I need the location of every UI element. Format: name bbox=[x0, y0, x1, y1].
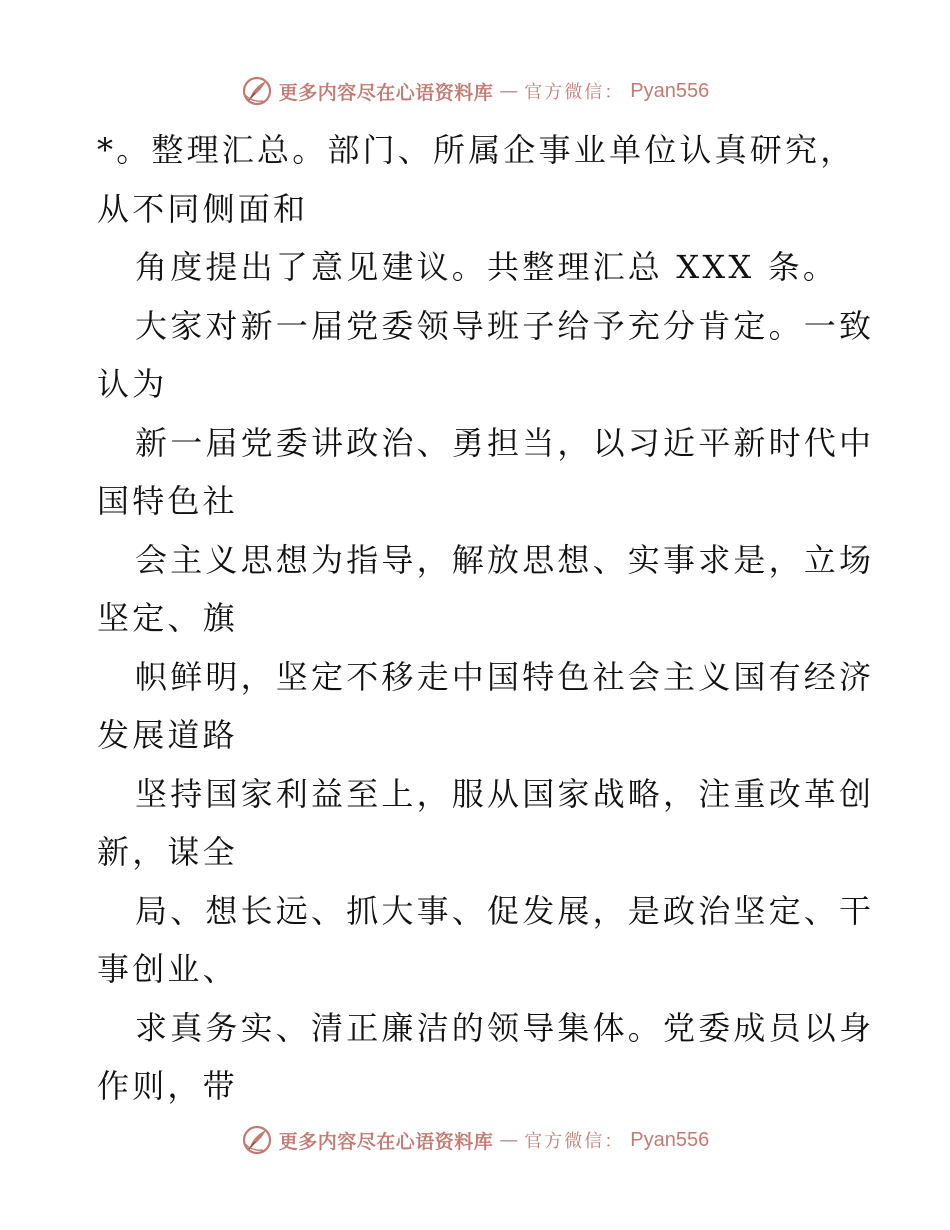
watermark-wechat-id: Pyan556 bbox=[630, 79, 710, 102]
text-line: 坚持国家利益至上，服从国家战略，注重改革创 bbox=[135, 774, 875, 813]
text-line: 发展道路 bbox=[97, 716, 238, 754]
text-line: 新，谋全 bbox=[97, 833, 238, 871]
text-line: 大家对新一届党委领导班子给予充分肯定。一致 bbox=[135, 306, 875, 345]
text-line: 新一届党委讲政治、勇担当，以习近平新时代中 bbox=[135, 423, 875, 462]
text-line: 认为 bbox=[97, 365, 168, 403]
watermark-official-label: 官方微信： bbox=[524, 1131, 625, 1152]
text-line: 会主义思想为指导，解放思想、实事求是，立场 bbox=[135, 540, 875, 579]
watermark-brand: 更多内容尽在心语资料库 bbox=[278, 81, 494, 104]
text-line: 局、想长远、抓大事、促发展，是政治坚定、干 bbox=[135, 891, 875, 930]
watermark-dash: — bbox=[499, 1129, 519, 1151]
text-line: 角度提出了意见建议。共整理汇总 XXX 条。 bbox=[135, 248, 839, 286]
text-line: 坚定、旗 bbox=[97, 599, 238, 637]
watermark-wechat-id: Pyan556 bbox=[630, 1128, 710, 1151]
watermark-brand: 更多内容尽在心语资料库 bbox=[278, 1130, 494, 1153]
text-line: 帜鲜明，坚定不移走中国特色社会主义国有经济 bbox=[135, 657, 875, 696]
text-line: 国特色社 bbox=[97, 482, 238, 520]
footer-watermark bbox=[0, 1120, 950, 1160]
watermark-dash: — bbox=[499, 80, 519, 102]
text-line: 事创业、 bbox=[97, 950, 238, 988]
watermark-official-label: 官方微信： bbox=[524, 82, 625, 103]
text-line: 作则，带 bbox=[97, 1067, 238, 1105]
text-line: 从不同侧面和 bbox=[97, 189, 309, 228]
document-body bbox=[97, 121, 875, 1116]
feather-pen-logo-icon bbox=[241, 1124, 273, 1156]
text-line: *。整理汇总。部门、所属企事业单位认真研究， bbox=[97, 131, 856, 169]
header-watermark bbox=[0, 71, 950, 111]
text-line: 求真务实、清正廉洁的领导集体。党委成员以身 bbox=[135, 1008, 875, 1047]
feather-pen-logo-icon bbox=[241, 75, 273, 107]
